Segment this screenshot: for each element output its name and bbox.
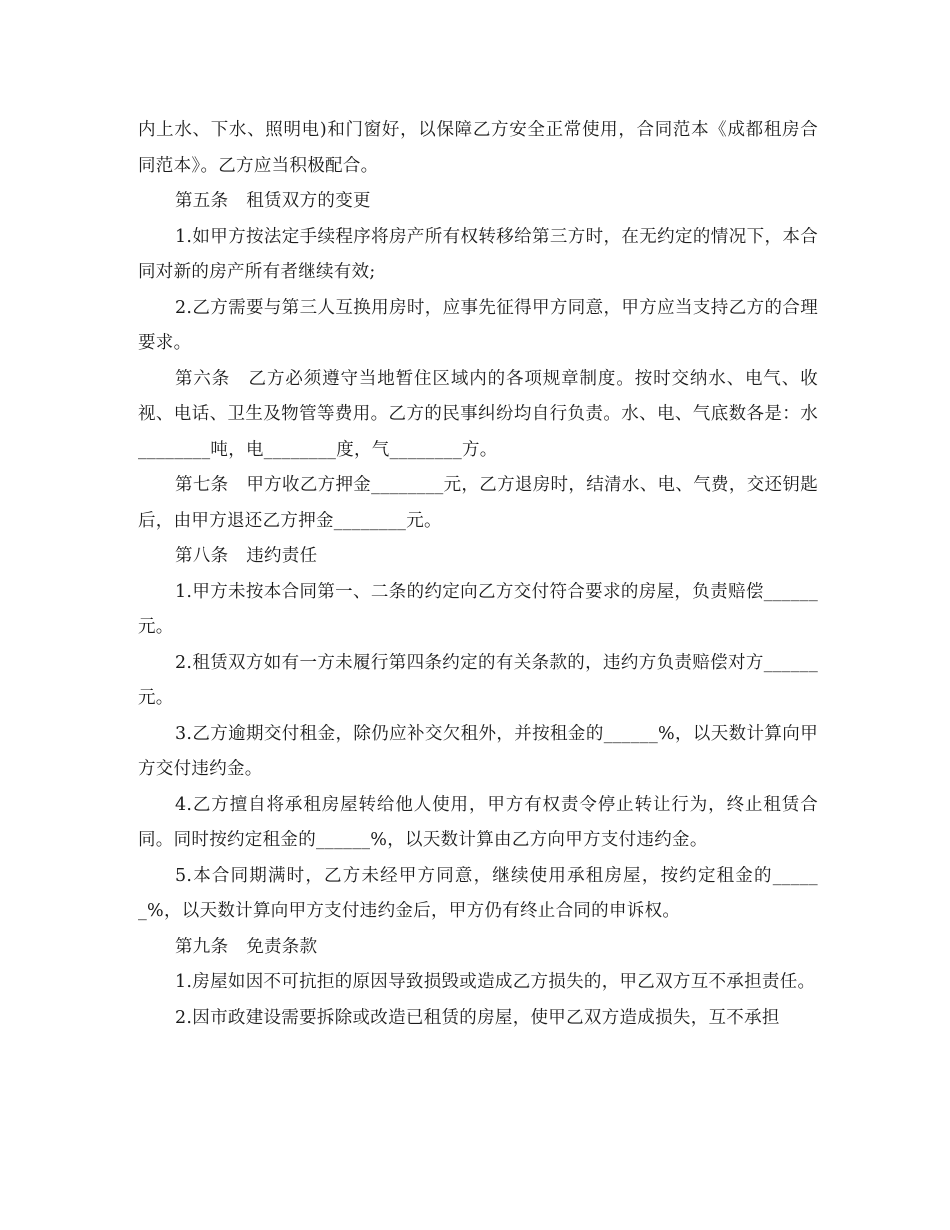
article-9-heading: 第九条 免责条款 bbox=[175, 936, 318, 957]
document-body bbox=[138, 113, 818, 1036]
article-5-clause-1: 1.如甲方按法定手续程序将房产所有权转移给第三方时，在无约定的情况下，本合同对新的房产所有者继续有效; bbox=[138, 226, 818, 282]
article-8-clause-4: 4.乙方擅自将承租房屋转给他人使用，甲方有权责令停止转让行为，终止租赁合同。同时按约定租金的______%，以天数计算由乙方向甲方支付违约金。 bbox=[138, 794, 818, 850]
paragraph-continuation: 内上水、下水、照明电)和门窗好，以保障乙方安全正常使用，合同范本《成都租房合同范本》。乙方应当积极配合。 bbox=[138, 120, 818, 176]
article-7: 第七条 甲方收乙方押金________元，乙方退房时，结清水、电、气费，交还钥匙后，由甲方退还乙方押金________元。 bbox=[138, 475, 818, 531]
article-8-clause-1: 1.甲方未按本合同第一、二条的约定向乙方交付符合要求的房屋，负责赔偿______元。 bbox=[138, 581, 818, 637]
article-6: 第六条 乙方必须遵守当地暂住区域内的各项规章制度。按时交纳水、电气、收视、电话、卫生及物管等费用。乙方的民事纠纷均自行负责。水、电、气底数各是：水________吨，电________度，气________方。 bbox=[138, 368, 818, 460]
article-8-clause-5: 5.本合同期满时，乙方未经甲方同意，继续使用承租房屋，按约定租金的______%，以天数计算向甲方支付违约金后，甲方仍有终止合同的申诉权。 bbox=[138, 865, 818, 921]
article-8-clause-3: 3.乙方逾期交付租金，除仍应补交欠租外，并按租金的______%，以天数计算向甲方交付违约金。 bbox=[138, 723, 818, 779]
article-8-clause-2: 2.租赁双方如有一方未履行第四条约定的有关条款的，违约方负责赔偿对方______元。 bbox=[138, 652, 818, 708]
article-8-heading: 第八条 违约责任 bbox=[175, 546, 318, 566]
article-9-clause-2: 2.因市政建设需要拆除或改造已租赁的房屋，使甲乙双方造成损失，互不承担 bbox=[175, 1007, 780, 1028]
article-5-heading: 第五条 租赁双方的变更 bbox=[175, 191, 371, 211]
article-9-clause-1: 1.房屋如因不可抗拒的原因导致损毁或造成乙方损失的，甲乙双方互不承担责任。 bbox=[175, 972, 816, 992]
article-5-clause-2: 2.乙方需要与第三人互换用房时，应事先征得甲方同意，甲方应当支持乙方的合理要求。 bbox=[138, 297, 818, 353]
